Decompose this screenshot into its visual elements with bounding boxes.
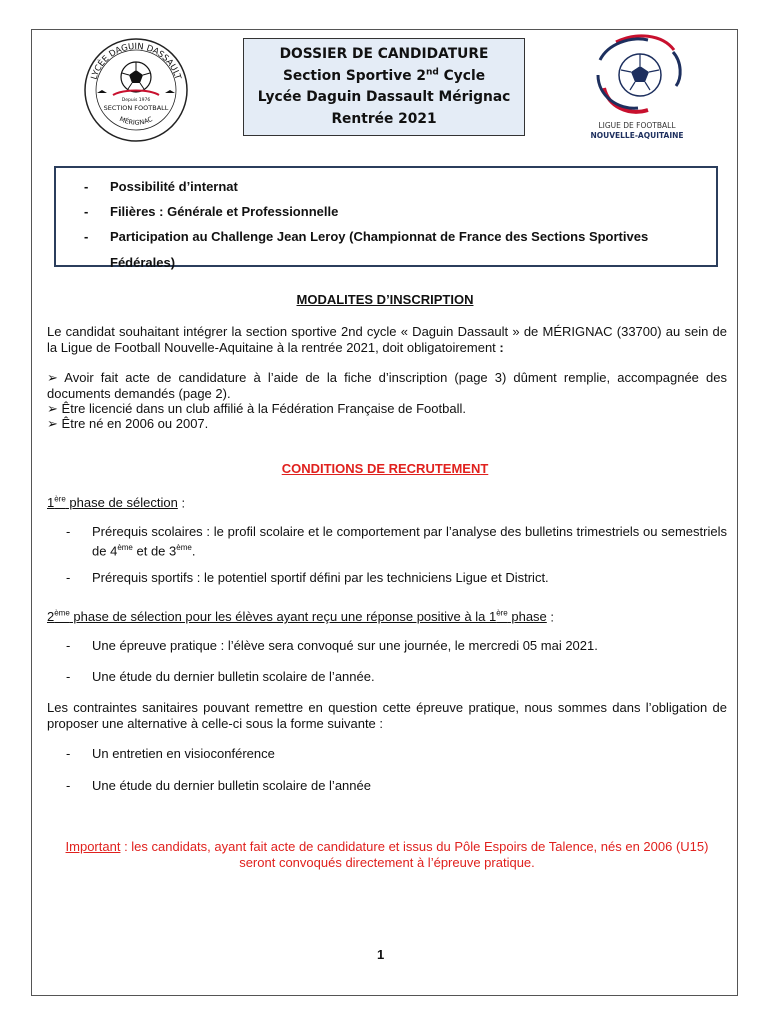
important-note: Important : les candidats, ayant fait acte de candidature et issus du Pôle Espoirs de Talence, nés en 2006 (U15) seront convoqués directement à l’épreuve pratique.	[65, 839, 709, 870]
svg-text:LYCÉE DAGUIN DASSAULT: LYCÉE DAGUIN DASSAULT	[89, 41, 183, 81]
phase-1-title: 1ère phase de sélection :	[47, 495, 186, 511]
arrow-bullet-icon: ➢	[47, 401, 58, 416]
modalites-intro: Le candidat souhaitant intégrer la section sportive 2nd cycle « Daguin Dassault » de MÉRIGNAC (33700) au sein de la Ligue de Football Nouvelle-Aquitaine à la rentrée 2021, doit obligatoirement :	[47, 324, 727, 355]
lycee-section-football-logo	[83, 37, 189, 143]
svg-text:SECTION FOOTBALL: SECTION FOOTBALL	[103, 104, 169, 112]
title-line-3: Lycée Daguin Dassault Mérignac	[257, 89, 511, 105]
highlights-box	[54, 166, 718, 270]
highlight-challenge: - Participation au Challenge Jean Leroy (Championnat de France des Sections Sportives Fédérales)	[84, 229, 649, 270]
phase-2-title: 2ème phase de sélection pour les élèves ayant reçu une réponse positive à la 1ère phase :	[47, 609, 555, 625]
sanitary-paragraph: Les contraintes sanitaires pouvant remettre en question cette épreuve pratique, nous sommes dans l’obligation de proposer une alternative à celle-ci sous la forme suivante :	[47, 700, 727, 731]
ligue-football-nouvelle-aquitaine-logo	[578, 30, 698, 145]
highlight-filieres: - Filières : Générale et Professionnelle	[84, 204, 339, 219]
svg-text:MÉRIGNAC: MÉRIGNAC	[118, 115, 154, 127]
svg-text:LIGUE DE FOOTBALL: LIGUE DE FOOTBALL	[598, 121, 676, 130]
title-line-2: Section Sportive 2nd Cycle	[282, 66, 486, 84]
svg-text:Depuis 1976: Depuis 1976	[121, 98, 151, 103]
modalites-item-2: ➢ Être licencié dans un club affilié à la Fédération Française de Football.	[47, 401, 466, 416]
conditions-heading: CONDITIONS DE RECRUTEMENT	[281, 461, 489, 476]
dossier-title-box	[243, 38, 525, 136]
title-line-4: Rentrée 2021	[331, 110, 437, 127]
arrow-bullet-icon: ➢	[47, 370, 58, 385]
title-line-1: DOSSIER DE CANDIDATURE	[279, 46, 489, 62]
svg-text:NOUVELLE-AQUITAINE: NOUVELLE-AQUITAINE	[590, 131, 684, 140]
highlight-internat: - Possibilité d’internat	[84, 179, 238, 194]
arrow-bullet-icon: ➢	[47, 416, 58, 431]
modalites-item-1: ➢ Avoir fait acte de candidature à l’aide de la fiche d’inscription (page 3) dûment remplie, accompagnée des documents demandés (page 2).	[47, 370, 727, 401]
modalites-heading: MODALITES D’INSCRIPTION	[296, 292, 474, 307]
page-number: 1	[377, 947, 385, 962]
modalites-item-3: ➢ Être né en 2006 ou 2007.	[47, 416, 209, 431]
